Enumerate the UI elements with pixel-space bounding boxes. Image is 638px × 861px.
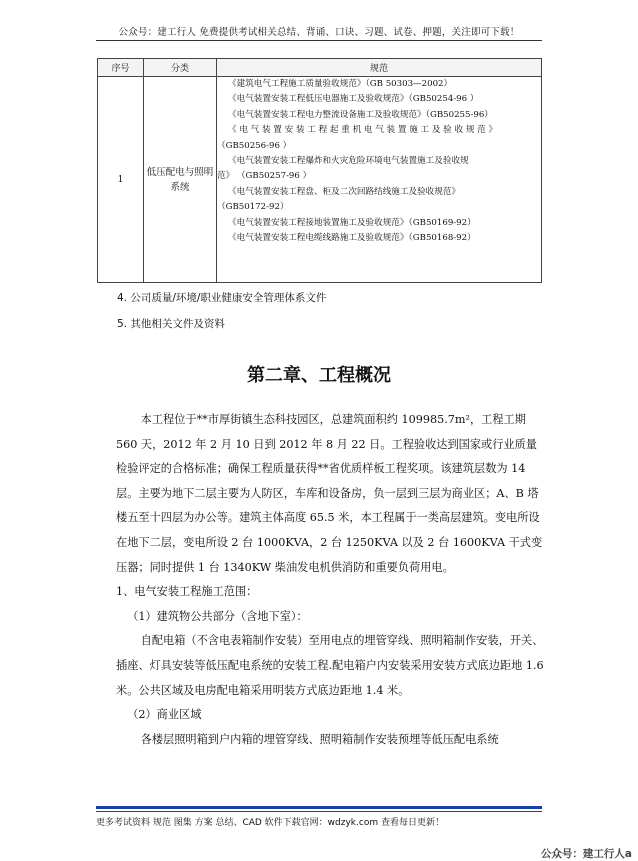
standard-item: 《电气装置安装工程盘、柜及二次回路结线施工及验收规范》 xyxy=(228,186,461,197)
reference-item-5: 5. 其他相关文件及资料 xyxy=(117,318,225,330)
chapter-title: 第二章、工程概况 xyxy=(247,365,391,386)
paragraph-public-area: （1）建筑物公共部分（含地下室）： xyxy=(127,609,308,623)
standard-item: 《建筑电气工程施工质量验收规范》（GB 50303—2002） xyxy=(228,79,453,89)
footer-rule xyxy=(96,806,542,809)
column-header-category: 分类 xyxy=(144,59,217,77)
standard-item: 《电气装置安装工程爆炸和火灾危险环境电气装置施工及验收规 xyxy=(228,156,469,167)
standard-item: （GB50256-96 ） xyxy=(217,140,292,151)
column-header-standards: 规范 xyxy=(217,59,542,77)
body-text xyxy=(116,408,546,752)
watermark: 公众号：建工行人a xyxy=(540,848,632,860)
paragraph-scope-heading: 1、电气安装工程施工范围： xyxy=(116,585,258,599)
row-number: 1 xyxy=(98,77,144,283)
table-row xyxy=(98,77,542,283)
footer-rule-thin xyxy=(96,811,542,812)
standards-table xyxy=(97,58,542,283)
standard-item: 《电气装置安装工程电缆线路施工及验收规范》（GB50168-92） xyxy=(228,233,476,244)
standard-item: 《电气装置安装工程电力整流设备施工及验收规范》（GB50255-96） xyxy=(228,109,493,120)
paragraph-commercial-area: （2）商业区域 xyxy=(127,708,202,722)
standard-item: （GB50172-92） xyxy=(217,202,289,213)
paragraph-public-area-detail: 自配电箱（不含电表箱制作安装）至用电点的埋管穿线、照明箱制作安装，开关、插座、灯具安装等低压配电系统的安装工程.配电箱户内安装采用安装方式底边距地 1.6 米。公共区域及电房配电箱采用明装方式底边距地 1.4 米。 xyxy=(116,634,544,697)
row-category: 低压配电与照明系统 xyxy=(144,77,217,283)
paragraph-commercial-area-detail: 各楼层照明箱到户内箱的埋管穿线、照明箱制作安装预埋等低压配电系统 xyxy=(140,732,499,746)
page-header: 公众号：建工行人 免费提供考试相关总结、背诵、口诀、习题、试卷、押题，关注即可下载！ xyxy=(118,27,520,38)
row-standards-list xyxy=(217,77,542,283)
standard-item: 范》 （GB50257-96 ） xyxy=(217,171,312,182)
table-header-row xyxy=(98,59,542,77)
standard-item: 《 电 气 装 置 安 装 工 程 起 重 机 电 气 装 置 施 工 及 验 收 规 范 》 xyxy=(228,125,498,136)
column-header-number: 序号 xyxy=(98,59,144,77)
standard-item: 《电气装置安装工程接地装置施工及验收规范》（GB50169-92） xyxy=(228,217,476,228)
header-rule xyxy=(96,40,542,41)
reference-item-4: 4. 公司质量/环境/职业健康安全管理体系文件 xyxy=(117,292,327,304)
standard-item: 《电气装置安装工程低压电器施工及验收规范》（GB50254-96 ） xyxy=(228,94,479,105)
page-footer: 更多考试资料 规范 图集 方案 总结、CAD 软件下载官网：wdzyk.com 查看每日更新！ xyxy=(96,818,444,828)
paragraph-overview: 本工程位于**市厚街镇生态科技园区，总建筑面积约 109985.7m²，工程工期 560 天，2012 年 2 月 10 日到 2012 年 8 月 22 日。工程验收达到国家或行业质量检验评定的合格标准；确保工程质量获得**省优质样板工程奖项。该建筑层数为 14 层。主要为地下二层主要为人防区，车库和设备房，负一层到三层为商业区；A、B 塔楼五至十四层为办公等。建筑主体高度 65.5 米，本工程属于一类高层建筑。变电所设在地下二层，变电所设 2 台 1000KVA，2 台 1250KVA 以及 2 台 1600KVA 干式变压器；同时提供 1 台 1340KW 柴油发电机供消防和重要负荷用电。 xyxy=(116,413,543,574)
